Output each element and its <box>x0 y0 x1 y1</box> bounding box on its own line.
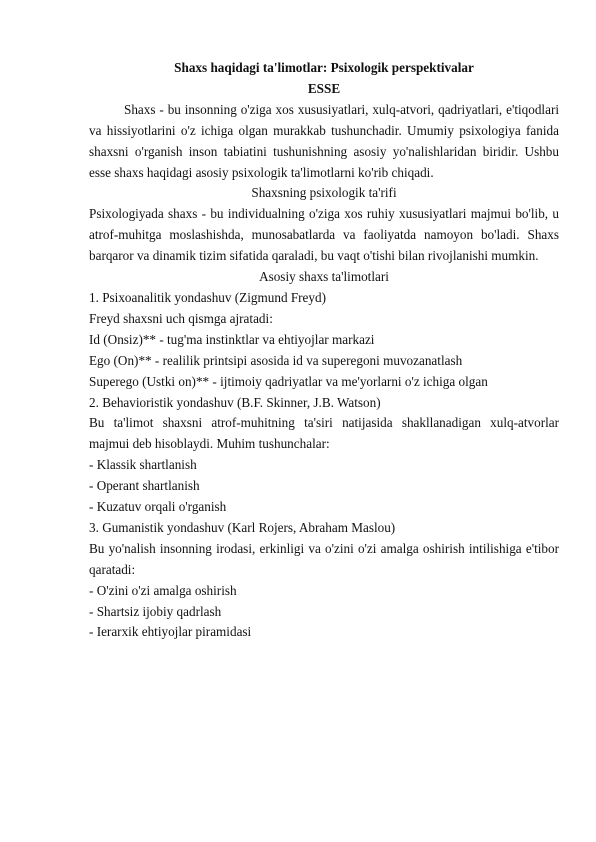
theory-intro-humanistic: Bu yo'nalish insonning irodasi, erkinligi va o'zini o'zi amalga oshirish intilishiga e'tibor qaratadi: <box>89 540 559 577</box>
essay-title: Shaxs haqidagi ta'limotlar: Psixologik perspektivalar <box>174 60 474 75</box>
theory-intro-psychoanalytic: Freyd shaxsni uch qismga ajratadi: <box>89 310 273 326</box>
essay-subtitle: ESSE <box>307 80 341 96</box>
list-item: Superego (Ustki on)** - ijtimoiy qadriyatlar va me'yorlarni o'z ichiga olgan <box>89 373 488 389</box>
list-item: - O'zini o'zi amalga oshirish <box>89 582 237 598</box>
document-page <box>89 58 559 643</box>
theory-title-psychoanalytic: 1. Psixoanalitik yondashuv (Zigmund Freyd) <box>89 289 326 305</box>
theory-intro-behaviorist: Bu ta'limot shaxsni atrof-muhitning ta'siri natijasida shakllanadigan xulq-atvorlar majmui deb hisoblaydi. Muhim tushunchalar: <box>89 415 559 452</box>
section-heading-theories: Asosiy shaxs ta'limotlari <box>259 269 389 285</box>
list-item: - Shartsiz ijobiy qadrlash <box>89 603 222 619</box>
definition-paragraph: Psixologiyada shaxs - bu individualning o'ziga xos ruhiy xususiyatlari majmui bo'lib, u atrof-muhitga moslashishda, munosabatlarda va faoliyatda namoyon bo'ladi. Shaxs barqaror va dinamik tizim sifatida qaraladi, bu vaqt o'tishi bilan rivojlanishi mumkin. <box>89 206 559 264</box>
intro-paragraph: Shaxs - bu insonning o'ziga xos xususiyatlari, xulq-atvori, qadriyatlari, e'tiqodlari va hissiyotlarini o'z ichiga olgan murakkab tushunchadir. Umumiy psixologiya fanida shaxsni o'rganish inson tabiatini tushunishning asosiy yo'nalishlaridan biridir. Ushbu esse shaxs haqidagi asosiy psixologik ta'limotlarni ko'rib chiqadi. <box>89 101 559 180</box>
list-item: - Klassik shartlanish <box>89 457 197 473</box>
list-item: - Kuzatuv orqali o'rganish <box>89 499 227 515</box>
section-heading-definition: Shaxsning psixologik ta'rifi <box>251 185 397 201</box>
list-item: Ego (On)** - realilik printsipi asosida id va superegoni muvozanatlash <box>89 352 463 368</box>
list-item: - Ierarxik ehtiyojlar piramidasi <box>89 624 252 640</box>
theory-title-behaviorist: 2. Behavioristik yondashuv (B.F. Skinner, J.B. Watson) <box>89 394 381 410</box>
list-item: Id (Onsiz)** - tug'ma instinktlar va ehtiyojlar markazi <box>89 331 375 347</box>
theory-title-humanistic: 3. Gumanistik yondashuv (Karl Rojers, Abraham Maslou) <box>89 519 396 535</box>
list-item: - Operant shartlanish <box>89 478 200 494</box>
